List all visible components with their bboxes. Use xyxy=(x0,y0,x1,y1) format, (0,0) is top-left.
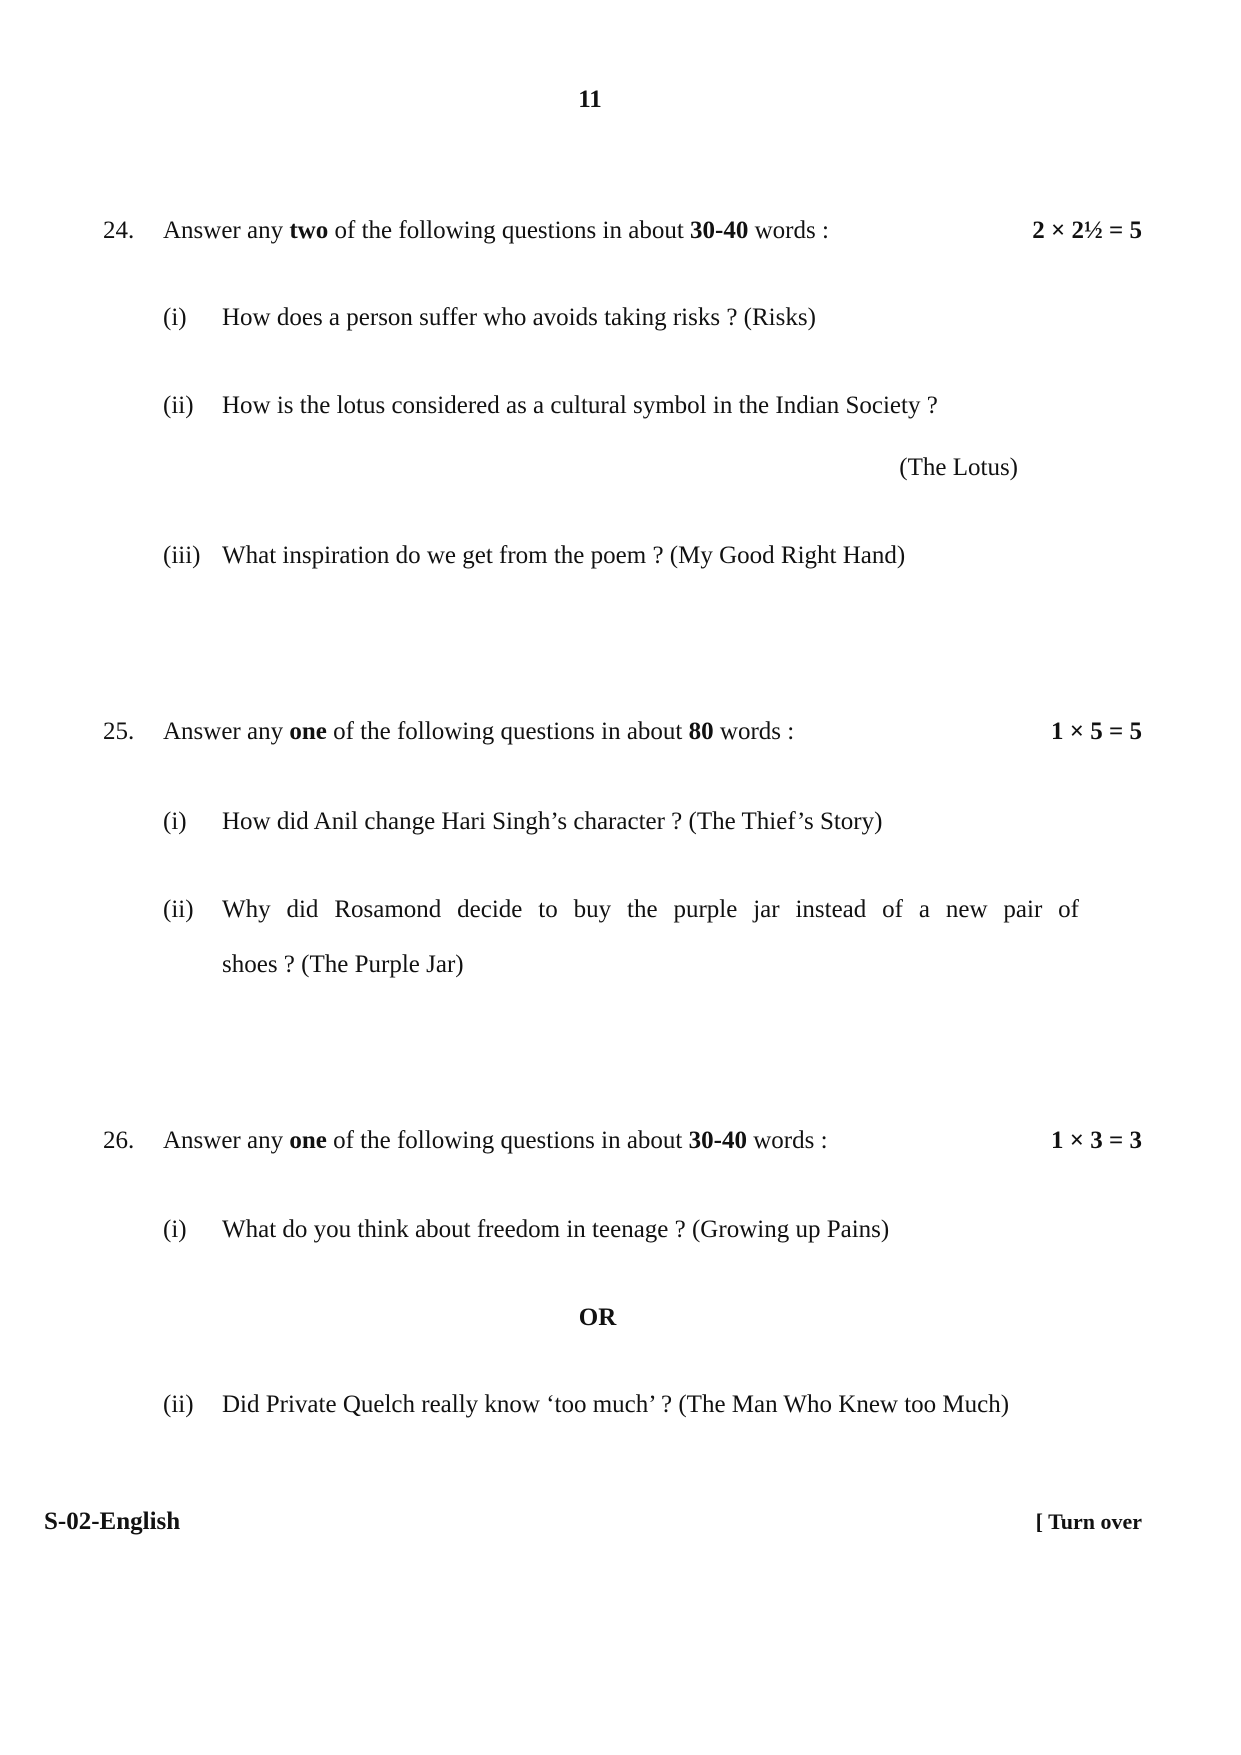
question-26-instruction: Answer any one of the following questions in about 30-40 words : xyxy=(163,1127,828,1154)
turn-over-label: [ Turn over xyxy=(1035,1509,1142,1534)
question-25-instruction: Answer any one of the following questions in about 80 words : xyxy=(163,718,795,745)
page-number: 11 xyxy=(578,86,602,113)
question-24-item-2-text: How is the lotus considered as a cultural symbol in the Indian Society ? xyxy=(222,392,938,419)
question-24-instruction: Answer any two of the following questions in about 30-40 words : xyxy=(163,217,829,244)
question-24-item-2-label: (ii) xyxy=(163,392,194,419)
question-24-item-3-label: (iii) xyxy=(163,542,201,569)
question-25-item-2-text-line-2: shoes ? (The Purple Jar) xyxy=(222,951,464,978)
question-26-marks: 1 × 3 = 3 xyxy=(1051,1127,1142,1154)
question-25-item-2-label: (ii) xyxy=(163,896,194,923)
question-26-item-1-label: (i) xyxy=(163,1216,187,1243)
question-24-item-1-label: (i) xyxy=(163,304,187,331)
question-24-number: 24. xyxy=(103,217,135,244)
question-26-item-2-text: Did Private Quelch really know ‘too much’ ? (The Man Who Knew too Much) xyxy=(222,1391,1010,1418)
question-24-item-3-text: What inspiration do we get from the poem ? (My Good Right Hand) xyxy=(222,542,906,569)
question-26-item-2-label: (ii) xyxy=(163,1391,194,1418)
question-25-marks: 1 × 5 = 5 xyxy=(1051,718,1142,745)
question-24-marks: 2 × 2½ = 5 xyxy=(1032,217,1142,244)
question-25-item-1-label: (i) xyxy=(163,808,187,835)
question-26-number: 26. xyxy=(103,1127,135,1154)
question-25-item-2-text-line-1: Why did Rosamond decide to buy the purple jar instead of a new pair of xyxy=(222,896,1079,923)
question-24-item-1-text: How does a person suffer who avoids taking risks ? (Risks) xyxy=(222,304,816,331)
or-separator: OR xyxy=(578,1304,617,1331)
question-24-item-2-source: (The Lotus) xyxy=(899,454,1018,481)
question-25-number: 25. xyxy=(103,718,135,745)
question-25-item-1-text: How did Anil change Hari Singh’s character ? (The Thief’s Story) xyxy=(222,808,883,835)
paper-code: S-02-English xyxy=(44,1508,181,1535)
question-26-item-1-text: What do you think about freedom in teenage ? (Growing up Pains) xyxy=(222,1216,890,1243)
